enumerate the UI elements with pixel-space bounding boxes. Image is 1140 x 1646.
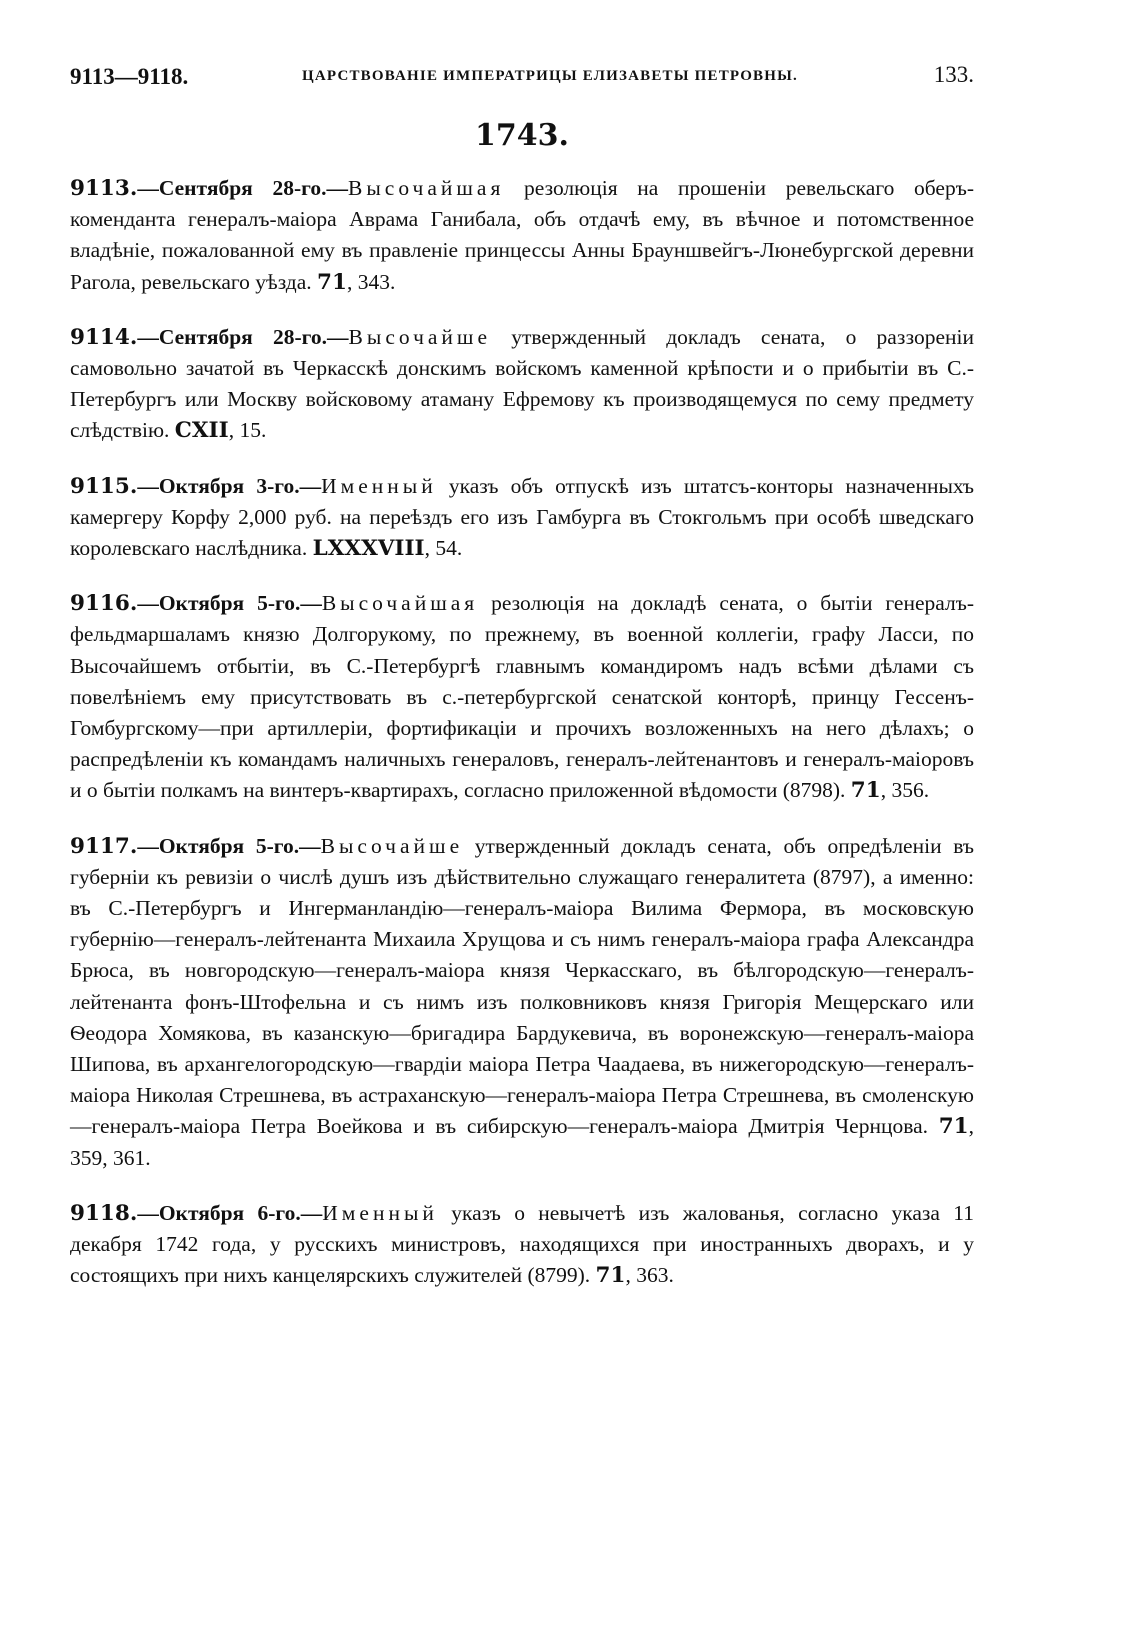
entry-pages: , 363. — [625, 1263, 674, 1288]
entry-pages: , 343. — [346, 269, 396, 294]
entry-date: —Сентября 28-го.— — [137, 324, 349, 349]
entry-number: 9118. — [70, 1200, 138, 1226]
entry-number: 9116. — [70, 591, 138, 617]
entry-text: резолюція на докладѣ сената, о бытіи генералъ-фельдмаршаламъ князю Долгорукому, по прежнему, въ военной коллегіи, графу Ласси, по Высочайшемъ отбытіи, въ С.-Петербургѣ главнымъ командиромъ надъ всѣми дѣлами съ повелѣніемъ ему присутствовать въ с.-петербургской сенатской конторѣ, принцу Гессенъ-Гомбургскому—при артиллеріи, фортификаціи и прочихъ возложенныхъ на него дѣлахъ; о распредѣленіи къ командамъ наличныхъ генераловъ, генералъ-лейтенантовъ и генералъ-маіоровъ и о бытіи полкамъ на винтеръ-квартирахъ, согласно приложенной вѣдомости (8798). — [70, 591, 974, 803]
entry-text: указъ о невычетѣ изъ жалованья, согласно указа 11 декабря 1742 года, у русскихъ министровъ, находящихся при иностранныхъ дворахъ, и у состоящихъ при нихъ канцелярскихъ служителей (8799). — [70, 1200, 974, 1288]
entry-number: 9113. — [70, 176, 138, 201]
entry-9118 — [70, 1198, 974, 1292]
entry-date: —Сентября 28-го.— — [137, 176, 348, 200]
entry-number: 9117. — [70, 833, 138, 859]
entry-volume: 71 — [317, 269, 347, 295]
entry-pages: , 15. — [228, 418, 267, 443]
entry-kind: Высочайше — [348, 324, 492, 349]
page-number: 133. — [933, 62, 974, 87]
entry-volume: 71 — [938, 1114, 969, 1140]
entry-pages: , 359, 361. — [70, 1114, 974, 1170]
entry-number: 9115. — [70, 473, 138, 499]
entry-text: резолюція на прошеніи ревельскаго оберъ-коменданта генералъ-маіора Аврама Ганибала, объ отдачѣ ему, въ вѣчное и потомственное владѣніе, пожалованной ему въ правленіе принцессы Анны Брауншвейгъ-Люнебургской деревни Рагола, ревельскаго уѣзда. — [70, 176, 975, 294]
entry-9116 — [70, 588, 974, 806]
entry-volume: CXII — [174, 418, 229, 444]
document-page — [70, 58, 974, 1316]
entry-kind: Высочайше — [320, 833, 464, 858]
entry-kind: Именный — [322, 1200, 438, 1225]
entry-pages: , 54. — [424, 536, 463, 561]
entry-9117 — [70, 831, 974, 1174]
entry-date: —Октября 5-го.— — [137, 591, 322, 616]
entry-9115 — [70, 471, 974, 565]
header-entry-range: 9113—9118. — [70, 64, 189, 89]
entry-kind: Высочайшая — [347, 176, 505, 200]
entry-kind: Именный — [321, 473, 437, 498]
entry-9114 — [70, 322, 974, 447]
entry-9113 — [70, 173, 974, 298]
entry-date: —Октября 3-го.— — [137, 473, 322, 498]
entry-volume: 71 — [850, 778, 881, 804]
entry-text: утвержденный докладъ сената, объ опредѣленіи въ губерніи къ ревизіи о числѣ душъ изъ дѣйствительно служащаго генералитета (8797), а именно: въ С.-Петербургъ и Ингерманландію—генералъ-маіора Вилима Фермора, въ московскую губернію—генералъ-лейтенанта Михаила Хрущова и съ нимъ генералъ-маіора графа Александра Брюса, въ новгородскую—генералъ-маіора князя Черкасскаго, въ бѣлгородскую—генералъ-лейтенанта фонъ-Штофельна и съ нимъ изъ полковниковъ князя Григорія Мещерскаго или Ѳеодора Хомякова, въ казанскую—бригадира Бардукевича, въ воронежскую—генералъ-маіора Шипова, въ архангелогородскую—гвардіи маіора Петра Чаадаева, въ нижегородскую—генералъ-маіора Николая Стрешнева, въ астраханскую—генералъ-маіора Петра Стрешнева, въ смоленскую—генералъ-маіора Петра Воейкова и въ сибирскую—генералъ-маіора Дмитрія Чернцова. — [70, 833, 974, 1139]
entry-date: —Октября 5-го.— — [137, 833, 321, 858]
entry-number: 9114. — [70, 324, 138, 350]
entry-volume: 71 — [595, 1263, 626, 1289]
entry-text: утвержденный докладъ сената, о раззореніи самовольно зачатой въ Черкасскѣ донскимъ войскомъ каменной крѣпости и о прибытіи въ С.-Петербургъ или Москву войсковому атаману Ефремову къ производящемуся по сему предмету слѣдствію. — [70, 324, 974, 443]
entry-pages: , 356. — [880, 778, 930, 803]
header-title: ЦАРСТВОВАНІЕ ИМПЕРАТРИЦЫ ЕЛИЗАВЕТЫ ПЕТРОВНЫ. — [302, 68, 799, 84]
entry-date: —Октября 6-го.— — [137, 1200, 323, 1225]
entry-text: указъ объ отпускѣ изъ штатсъ-конторы назначенныхъ камергеру Корфу 2,000 руб. на переѣздъ его изъ Гамбурга въ Стокгольмъ при особѣ шведскаго королевскаго наслѣдника. — [70, 473, 974, 561]
entry-volume: LXXXVIII — [312, 536, 425, 562]
entry-kind: Высочайшая — [321, 591, 479, 616]
year-heading: 1743. — [475, 118, 569, 153]
running-header — [70, 58, 974, 98]
